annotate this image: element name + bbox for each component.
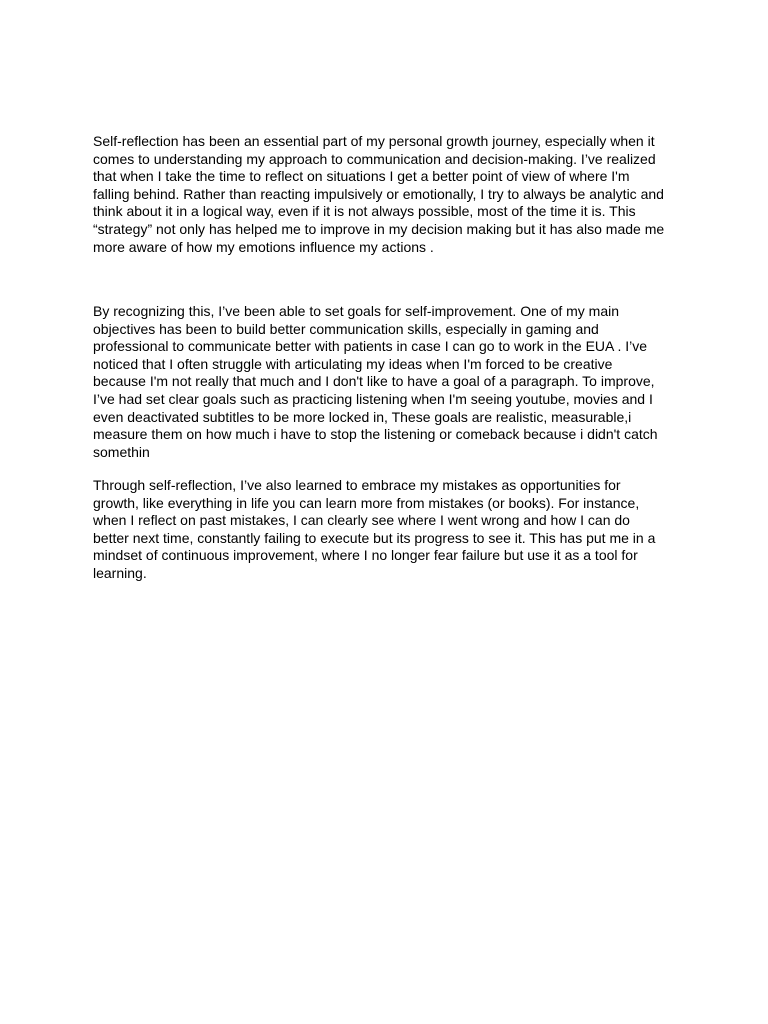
text-line: comes to understanding my approach to communication and decision-making. I’ve realized <box>93 150 656 167</box>
text-line: somethin <box>93 443 150 460</box>
text-line: learning. <box>93 564 147 581</box>
text-line: that when I take the time to reflect on situations I get a better point of view of where I'm <box>93 168 630 185</box>
text-line: mindset of continuous improvement, where I no longer fear failure but use it as a tool for <box>93 547 638 564</box>
text-line: professional to communicate better with patients in case I can go to work in the EUA . I’ve <box>93 338 648 355</box>
text-line: when I reflect on past mistakes, I can clearly see where I went wrong and how I can do <box>93 512 630 529</box>
text-line: objectives has been to build better communication skills, especially in gaming and <box>93 320 599 337</box>
text-line: Through self-reflection, I’ve also learned to embrace my mistakes as opportunities for <box>93 477 621 493</box>
text-line: because I'm not really that much and I don't like to have a goal of a paragraph. To improve, <box>93 373 655 390</box>
text-line: “strategy” not only has helped me to improve in my decision making but it has also made me <box>93 220 665 237</box>
text-line: think about it in a logical way, even if it is not always possible, most of the time it is. This <box>93 203 636 220</box>
paragraph-self-reflection <box>93 133 693 256</box>
text-line: measure them on how much i have to stop the listening or comeback because i didn't catch <box>93 426 658 443</box>
text-line: more aware of how my emotions influence my actions . <box>93 238 434 255</box>
text-line: I’ve had set clear goals such as practicing listening when I'm seeing youtube, movies and I <box>93 390 653 407</box>
text-line: Self-reflection has been an essential part of my personal growth journey, especially when it <box>93 133 655 149</box>
text-line: growth, like everything in life you can learn more from mistakes (or books). For instance, <box>93 494 640 511</box>
text-line: better next time, constantly failing to execute but its progress to see it. This has put me in a <box>93 529 656 546</box>
paragraph-goals <box>93 303 693 461</box>
paragraph-mistakes <box>93 477 693 583</box>
text-line: noticed that I often struggle with articulating my ideas when I'm forced to be creative <box>93 355 613 372</box>
text-line: even deactivated subtitles to be more locked in, These goals are realistic, measurable,i <box>93 408 632 425</box>
text-line: falling behind. Rather than reacting impulsively or emotionally, I try to always be analytic and <box>93 185 664 202</box>
text-line: By recognizing this, I’ve been able to set goals for self-improvement. One of my main <box>93 303 620 319</box>
